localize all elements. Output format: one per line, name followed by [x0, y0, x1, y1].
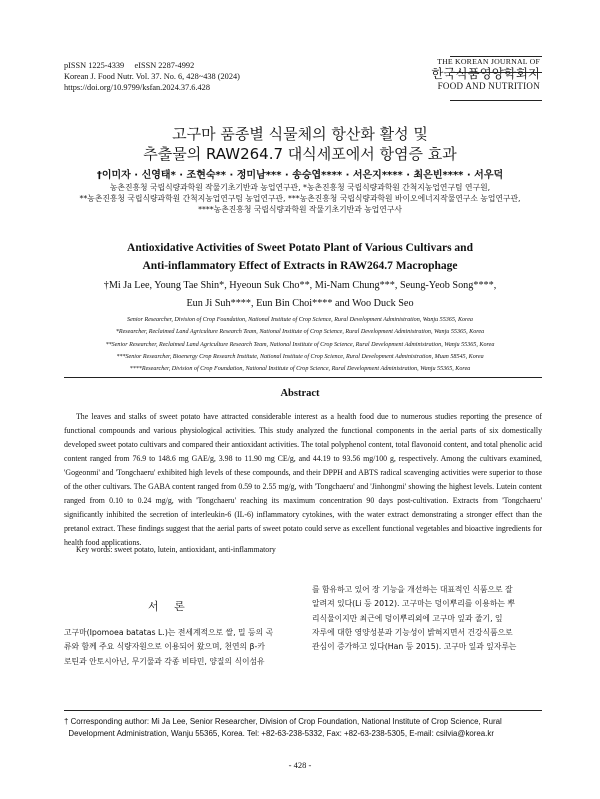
footnote-divider	[64, 710, 542, 711]
footnote-line: Development Administration, Wanju 55365, Korea. Tel: +82-63-238-5332, Fax: +82-63-238-5305, E-mail: csilvia@korea.kr	[64, 729, 494, 738]
journal-name-ko: 한국식품영양학회지	[431, 66, 540, 81]
doi-link[interactable]: https://doi.org/10.9799/ksfan.2024.37.6.428	[64, 83, 210, 92]
english-affiliation-line: ****Researcher, Division of Crop Foundation, National Institute of Crop Science, Rural Development Administration, Wanju 55365, Korea	[129, 366, 471, 373]
english-affiliation-line: **Senior Researcher, Reclaimed Land Agriculture Research Team, National Institute of Crop Science, Rural Development Administration, Wanju 55365, Korea	[105, 341, 495, 348]
english-title	[0, 240, 600, 275]
body-line: 를 함유하고 있어 장 기능을 개선하는 대표적인 식품으로 잘	[312, 585, 513, 594]
header-citation-block	[64, 60, 240, 93]
body-line: 알려져 있다(Li 등 2012). 고구마는 덩이뿌리를 이용하는 뿌	[312, 599, 515, 609]
body-line: 로틴과 안토시아닌, 무기물과 각종 비타민, 양질의 식이섬유	[64, 656, 265, 666]
section-heading-introduction: 서 론	[148, 600, 191, 613]
english-authors-line: Eun Ji Suh****, Eun Bin Choi**** and Woo Duck Seo	[186, 298, 414, 309]
english-affiliation-line: *Researcher, Reclaimed Land Agriculture Research Team, National Institute of Crop Science, Rural Development Administration, Wanju 55365, Korea	[115, 329, 485, 336]
journal-top-rule	[450, 56, 542, 57]
body-line: 류와 함께 주요 식량자원으로 이용되어 왔으며, 천연의 β-카	[64, 642, 265, 652]
korean-title-line: 추출물의 RAW264.7 대식세포에서 항염증 효과	[143, 145, 457, 163]
english-title-line: Antioxidative Activities of Sweet Potato Plant of Various Cultivars and	[127, 242, 473, 254]
english-authors	[0, 277, 600, 313]
english-authors-line: †Mi Ja Lee, Young Tae Shin*, Hyeoun Suk Cho**, Mi-Nam Chung***, Seung-Yeob Song****,	[103, 280, 497, 291]
english-affiliation-line: ***Senior Researcher, Bioenergy Crop Research Institute, National Institute of Crop Science, Rural Development Administration, Muan 58545, Korea	[116, 353, 484, 360]
journal-logo-block	[431, 57, 540, 91]
korean-title-line: 고구마 품종별 식물체의 항산화 활성 및	[172, 125, 428, 143]
english-title-line: Anti-inflammatory Effect of Extracts in RAW264.7 Macrophage	[142, 259, 458, 272]
korean-authors: †이미자 · 신영태* · 조현숙** · 정미남*** · 송승엽**** · 서은지**** · 최은빈**** · 서우덕	[96, 170, 504, 181]
journal-bottom-rule	[450, 100, 542, 101]
keywords: Key words: sweet potato, lutein, antioxidant, anti-inflammatory	[76, 545, 276, 554]
journal-name-en: THE KOREAN JOURNAL OF	[437, 57, 540, 66]
body-line: 리식물이지만 최근에 덩이뿌리외에 고구마 잎과 줄기, 잎	[312, 613, 503, 623]
right-column-text	[312, 583, 516, 654]
body-line: 고구마(Ipomoea batatas L.)는 전세계적으로 쌀, 밀 등의 곡	[64, 628, 274, 637]
footnote-line: † Corresponding author: Mi Ja Lee, Senior Researcher, Division of Crop Foundation, National Institute of Crop Science, Rural	[64, 717, 502, 726]
citation-line: Korean J. Food Nutr. Vol. 37. No. 6, 428~438 (2024)	[64, 72, 240, 81]
abstract-heading: Abstract	[280, 388, 320, 399]
korean-title	[0, 124, 600, 164]
page-number: - 428 -	[288, 760, 312, 770]
corresponding-author-footnote	[64, 716, 502, 740]
english-affiliations	[0, 314, 600, 375]
korean-affiliation-line: ****농촌진흥청 국립식량과학원 작물기초기반과 농업연구사	[198, 205, 402, 215]
issn-line: pISSN 1225-4339 eISSN 2287-4992	[64, 61, 195, 70]
left-column-text	[64, 626, 273, 669]
korean-affiliation-line: 농촌진흥청 국립식량과학원 작물기초기반과 농업연구관, *농촌진흥청 국립식량과학원 간척지농업연구팀 연구원,	[109, 183, 491, 192]
korean-affiliation-line: **농촌진흥청 국립식량과학원 간척지농업연구팀 농업연구관, ***농촌진흥청 국립식량과학원 바이오에너지작물연구소 농업연구관,	[79, 194, 521, 204]
journal-mid-rule	[450, 72, 542, 73]
abstract-body: The leaves and stalks of sweet potato have attracted considerable interest as a health food due to numerous studies reporting the presence of functional compounds and various physiological activities. This study analyzed the functional components in the aerial parts of six domestically developed sweet potato cultivars and compared their antioxidant activities. The total polyphenol content, total flavonoid content, and total phenolic acid content ranged from 76.9 to 148.6 mg GAE/g, 3.98 to 11.90 mg CE/g, and 44.19 to 93.56 mg/100 g, respectively. Among the cultivars examined, 'Gogeonmi' and 'Tongchaeru' exhibited high levels of these compounds, and their DPPH and ABTS radical scavenging activities were superior to those of the other cultivars. The GABA content ranged from 0.59 to 2.55 mg/g, with 'Tongchaeru' and 'Jinhongmi' showing the highest levels. Lutein content ranged from 0.10 to 0.24 mg/g, with 'Tongchaeru' reaching its maximum concentration 90 days post-cultivation. Extracts from 'Tongchaeru' significantly inhibited the secretion of interleukin-6 (IL-6) inflammatory cytokines, with the water extract demonstrating a stronger effect than the pretanol extract. These findings suggest that the aerial parts of sweet potato could serve as excellent functional vegetables and bioactive ingredients for health food applications.	[64, 412, 542, 548]
korean-affiliations	[0, 182, 600, 216]
journal-name-sub: FOOD AND NUTRITION	[437, 81, 540, 91]
body-line: 자루에 대한 영양성분과 기능성이 밝혀지면서 건강식품으로	[312, 627, 513, 637]
english-affiliation-line: Senior Researcher, Division of Crop Foundation, National Institute of Crop Science, Rural Development Administration, Wanju 55365, Korea	[127, 317, 473, 323]
body-line: 관심이 증가하고 있다(Han 등 2015). 고구마 잎과 잎자루는	[312, 642, 517, 652]
abstract-divider	[64, 377, 542, 378]
